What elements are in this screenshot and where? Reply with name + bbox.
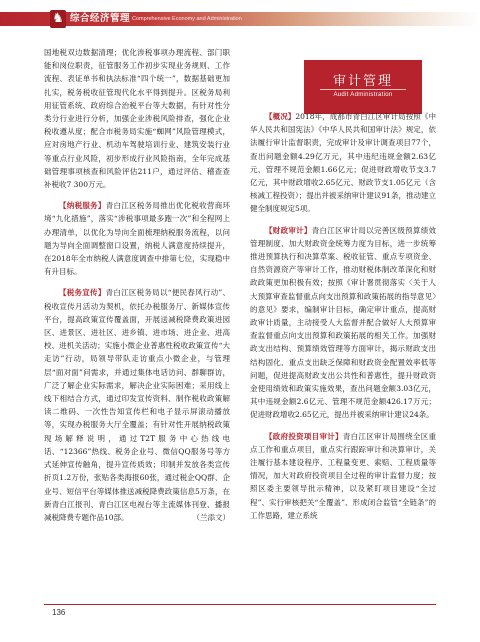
left-column xyxy=(44,46,230,532)
tag-fiscal-audit: 【财政审计】 xyxy=(265,225,312,235)
banner-divider xyxy=(320,89,406,90)
tag-overview: 【概况】 xyxy=(265,112,296,121)
page-number: 136 xyxy=(52,608,66,617)
author-credit: （兰添文） xyxy=(192,512,230,522)
section-title: 综合经济管理 xyxy=(70,13,131,24)
tag-investment-audit: 【政府投资项目审计】 xyxy=(265,431,343,441)
tag-tax-publicity: 【税务宣传】 xyxy=(59,288,106,298)
banner-title: 审计管理 xyxy=(332,74,393,89)
paragraph-investment-audit xyxy=(250,430,436,522)
text-fiscal-audit: 青白江区审计局以完善区级预算绩效管理制度、加大财政资金统筹力度为目标，进一步统筹推进预算执行和决算草案、税收征管、重点专项资金、自然资源资产等审计工作，推动财税体制改革深化和财政政策更加积极有效；按照《审计署贯彻落实〈关于人大预算审查监督重点向支出预算和政策拓展的指导意见〉的意见》要求，编制审计目标，确定审计重点，提高财政审计质量，主动接受人大监督并配合做好人大预算审查监督重点向支出预算和政策拓展的相关工作。加强财政支出结构、预算绩效管理等方面审计，揭示财政支出结构固化、重点支出缺乏保障和财政资金配置效率低等问题，促进提高财政支出公共性和普惠性，提升财政资金使用绩效和政策实施效果，查出问题金额3.03亿元，其中违规金额2.6亿元、管理不规范金额426.17万元；促进财政增收2.65亿元，提出并被采纳审计建议24条。 xyxy=(250,225,437,420)
text-tax-publicity: 青白江区税务局以“便民春风行动”、税收宣传月活动为契机，依托办税服务厅、新媒体宣传平台，提高政策宣传覆盖面，开展送减税降费政策进园区、进景区、进社区、进乡镇、进市场、进企业、进高校、进机关活动；实施小微企业普惠性税收政策宣传“大走访”行动，局领导带队走访重点小微企业，与管理层“面对面”问需求，并通过集体电话访问、群聊群访，广泛了解企业实际需求，解决企业实际困难；采用线上线下相结合方式，通过印发宣传资料、制作税收政策解读二维码、一次性告知宣传栏和电子显示屏滚动播放等，实现办税服务大厅全覆盖；有针对性开展纳税政策现场解释说明，通过T2T服务中心热线电话、“12366”热线、税务企业号、微信QQ服务号等方式延伸宣传触角，提升宣传质效；印制并发放各类宣传折页1.2万份，张贴各类海报60张，通过税企QQ群、企业号、短信平台等媒体推送减税降费政策信息5万条，在新青白江报刊、青白江区电视台等主流媒体刊登、播报减税降费专题作品10部。 xyxy=(44,288,230,522)
paragraph-fiscal-audit xyxy=(250,224,436,422)
paragraph-tax-publicity xyxy=(44,286,230,524)
banner-subtitle: Audit Administration xyxy=(333,92,393,98)
text-investment-audit: 青白江区审计局围绕全区重点工作和重点项目，重点实行跟踪审计和决算审计，关注履行基本建设程序、工程量变更、索赔、工程质量等情况，加大对政府投资项目全过程的审计监督力度；按照区委主要领导批示精神，以及紧盯项目建设“全过程”、实行审核把关“全覆盖”、形成闭合监管“全链条”的工作思路，建立系统 xyxy=(250,431,437,520)
page-header xyxy=(0,0,480,34)
horse-logo-icon: ♞ xyxy=(50,10,66,28)
paragraph-overview xyxy=(250,110,436,216)
text-overview: 2018年，成都市青白江区审计局按照《中华人民共和国宪法》《中华人民共和国审计法》规定，依法履行审计监督职责，完成审计及审计调查项目77个，查出问题金额4.29亿万元，其中违纪违规金额2.63亿元、管理不规范金额1.66亿元；促进财政增收节支3.7亿元，其中财政增收2.65亿元、财政节支1.05亿元（含核减工程投资）；提出并被采纳审计建议91条，推动建立健全制度规定5项。 xyxy=(250,112,437,214)
right-column xyxy=(250,110,436,530)
audit-banner xyxy=(304,60,422,114)
paragraph-tax-service xyxy=(44,199,230,278)
text-tax-service: 青白江区税务局推出优化税收营商环境“九化措施”，落实“涉税事项最多跑一次”和全程网上办理清单，以优化为导向全面梳理纳税服务流程，以问题为导向全面调整窗口设置，纳税人满意度持续提升，在2018年全市纳税人满意度调查中排第七位，实现稳中有升目标。 xyxy=(44,201,231,277)
paragraph-tax-admin: 国地税双边数据清理；优化涉税事项办理流程、部门职能和岗位职责，征管服务工作初步实现业务规则、工作流程、表证单书和执法标准“四个统一”，数据基础更加扎实，税务税收征管现代化水平得到提升。区税务局利用征管系统、政府综合治税平台等大数据，有针对性分类分行业进行分析，加强企业涉税风险排查，强化企业税收遵从度；配合市税务局实施“蜘网”风险管理模式，应对房地产行业、机动车驾驶培训行业、建筑安装行业等重点行业风险，初步形成行业风险指南，全年完成基础管理事项核查和风险评估211户，通过评估、稽查查补税收7 300万元。 xyxy=(44,48,230,190)
section-subtitle: Comprehensive Economy and Administration xyxy=(132,16,242,22)
tag-tax-service: 【纳税服务】 xyxy=(59,201,106,211)
footer-rule xyxy=(44,604,436,605)
